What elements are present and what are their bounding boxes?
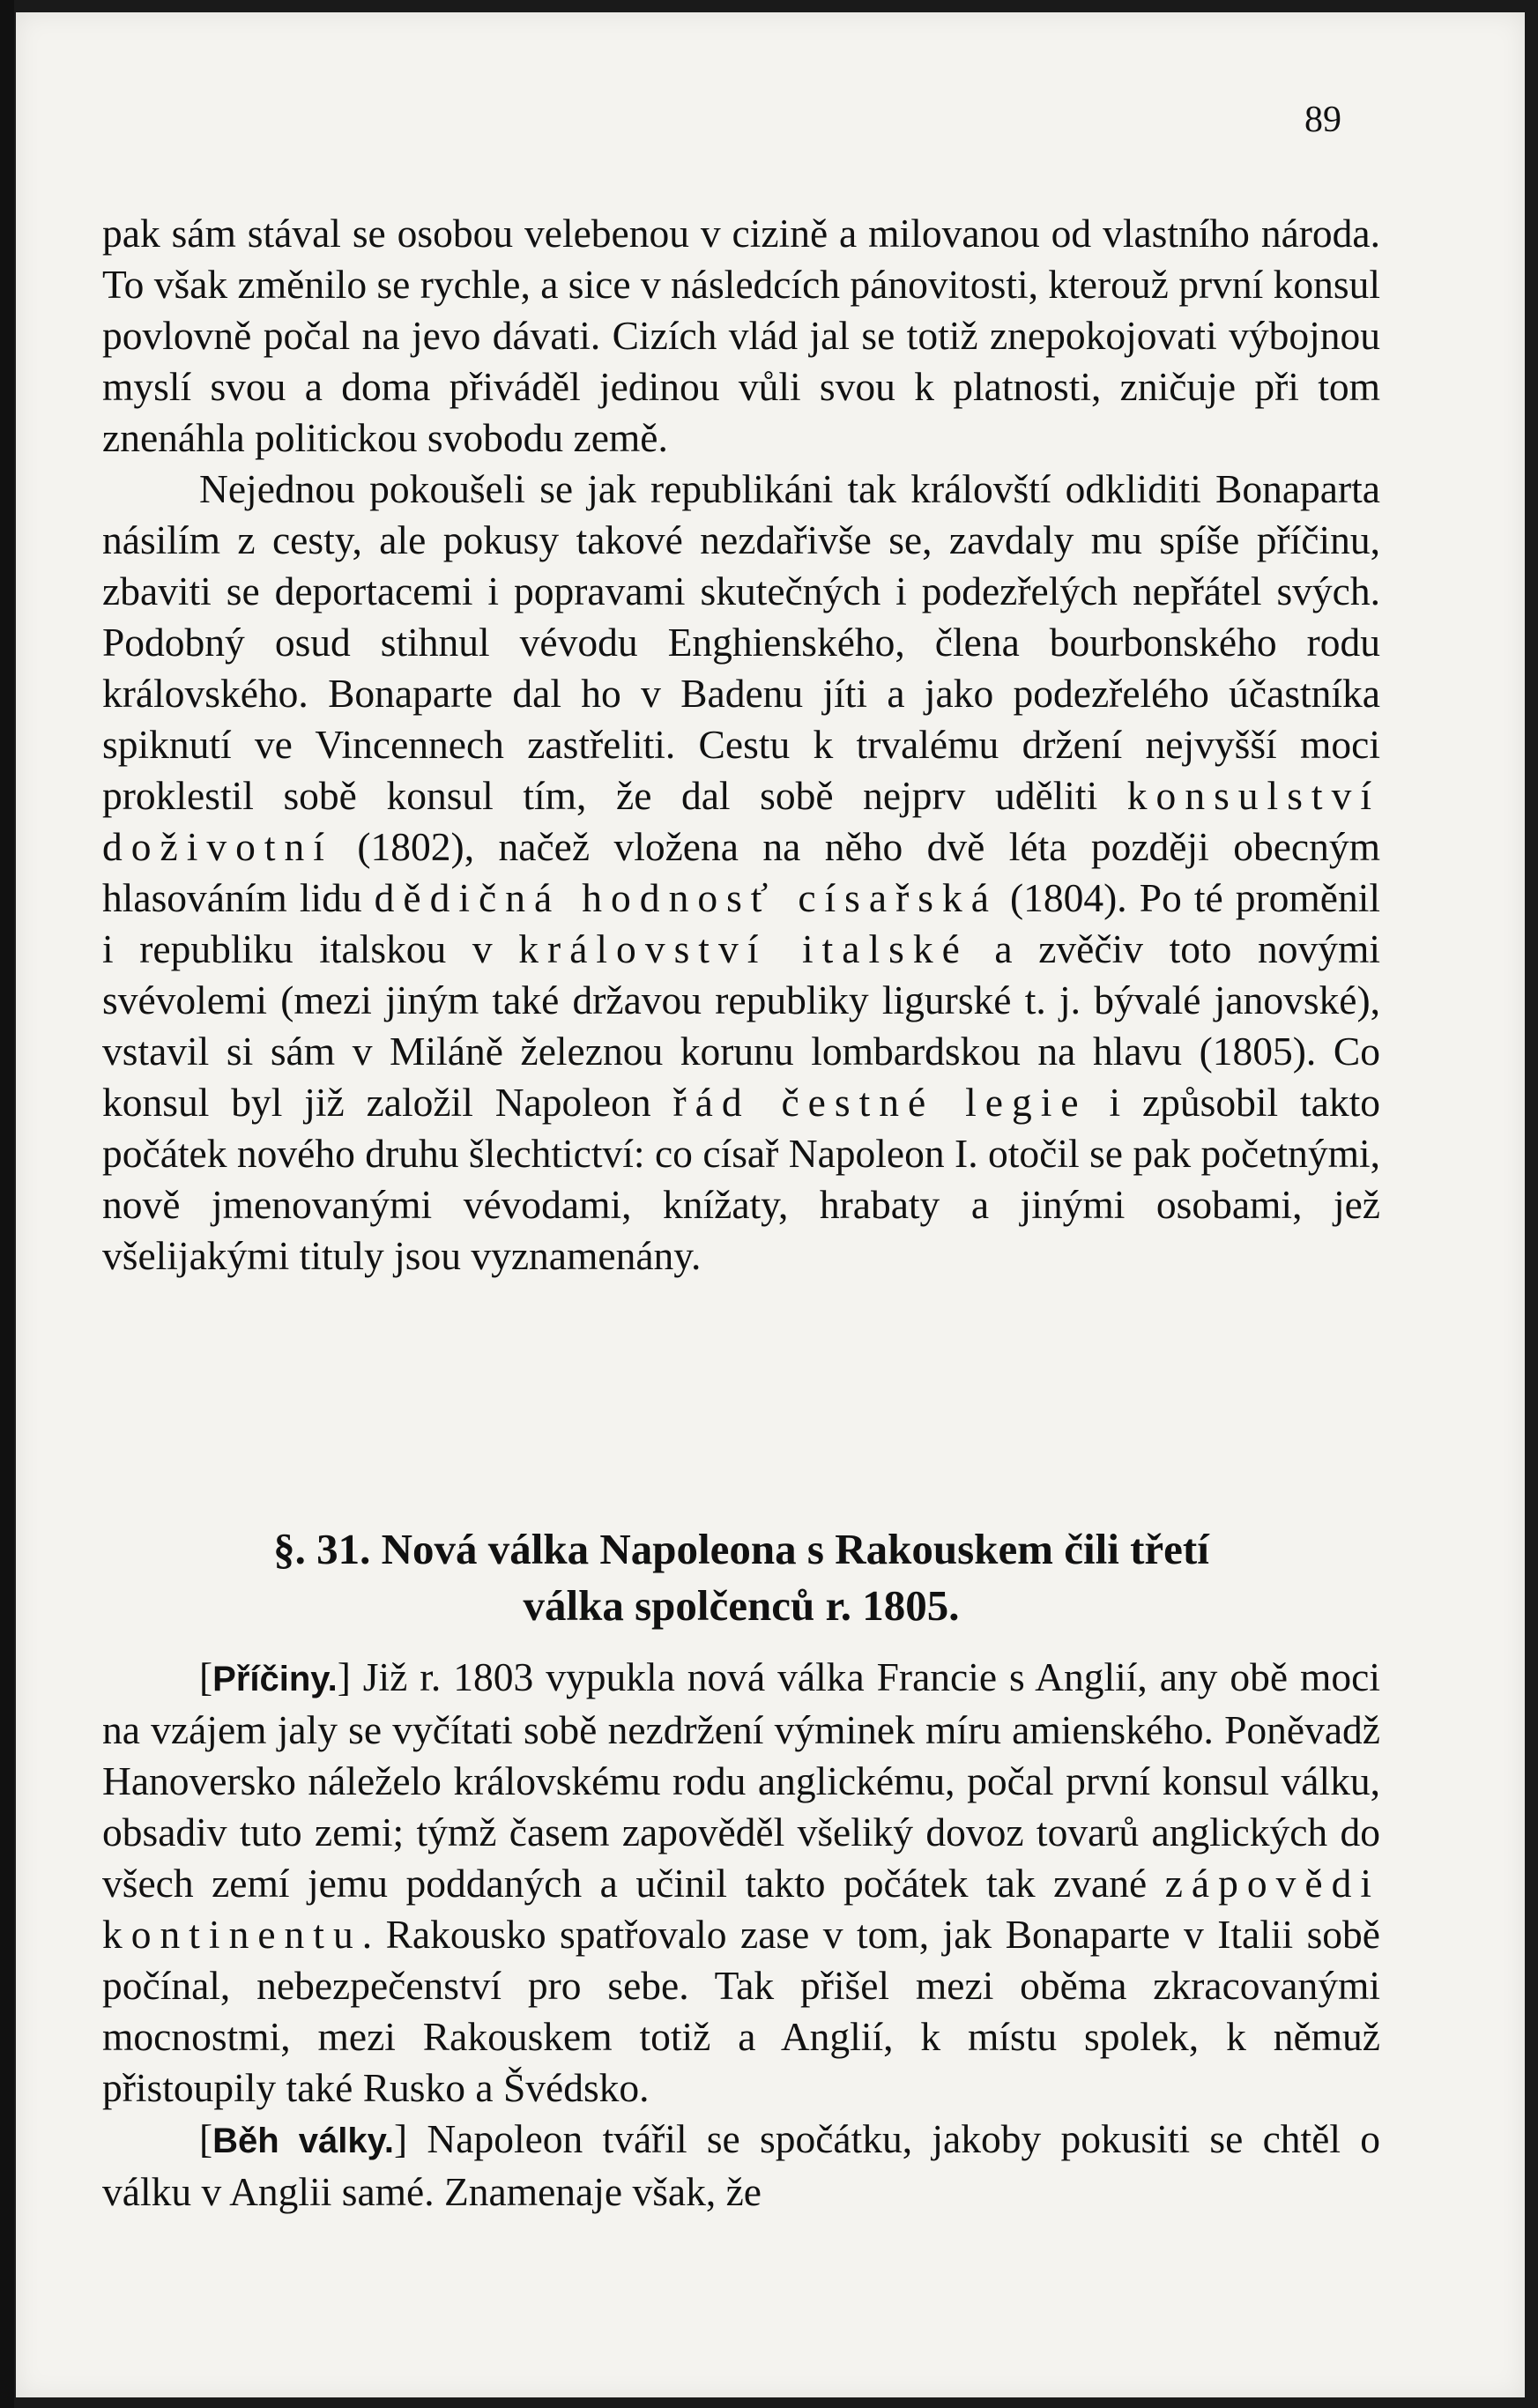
paragraph-3: [Příčiny.] Již r. 1803 vypukla nová válka Francie s Anglií, any obě moci na vzájem jaly se vyčítati sobě nezdržení výminek míru amienského. Poněvadž Hanoversko náleželo královskému rodu anglickému, počal první konsul válku, obsadiv tuto zemi; týmž časem zapověděl všeliký dovoz tovarů anglických do všech zemí jemu poddaných a učinil takto počátek tak zvané zápovědi kontinentu. Rakousko spatřovalo zase v tom, jak Bonaparte v Italii sobě počínal, nebezpečenství pro sebe. Tak přišel mezi oběma zkracovanými mocnostmi, mezi Rakouskem totiž a Anglií, k místu spolek, k němuž přistoupily také Rusko a Švédsko.	[102, 1654, 1380, 2110]
body-text-lower	[102, 1652, 1380, 2218]
book-page	[16, 12, 1525, 2397]
section-heading	[102, 1521, 1380, 1634]
paragraph-4: [Běh války.] Napoleon tvářil se spočátku, jakoby pokusiti se chtěl o válku v Anglii samé. Znamenaje však, že	[102, 2116, 1381, 2214]
section-heading-line-2: válka spolčenců r. 1805.	[523, 1581, 960, 1630]
section-heading-line-1: §. 31. Nová válka Napoleona s Rakouskem čili třetí	[273, 1525, 1209, 1573]
emphasis-text: dědičná hodnosť císařská	[374, 875, 998, 920]
marginal-tag: Příčiny.	[212, 1660, 338, 1698]
marginal-tag: Běh války.	[212, 2122, 394, 2160]
page-edge-shadow	[0, 0, 14, 2408]
emphasis-text: konsulství doživotní	[102, 773, 1380, 869]
emphasis-text: řád čestné legie	[672, 1080, 1088, 1125]
body-text-upper	[102, 208, 1380, 1282]
paragraph-2: Nejednou pokoušeli se jak republikáni tak královští odkliditi Bonaparta násilím z cesty, ale pokusy takové nezdařivše se, zavdaly mu spíše příčinu, zbaviti se deportacemi i popravami skutečných i podezřelých nepřátel svých. Podobný osud stihnul vévodu Enghienského, člena bourbonského rodu královského. Bonaparte dal ho v Badenu jíti a jako podezřelého účastníka spiknutí ve Vincennech zastřeliti. Cestu k trvalému držení nejvyšší moci proklestil sobě konsul tím, že dal sobě nejprv uděliti konsulství doživotní (1802), načež vložena na něho dvě léta později obecným hlasováním lidu dědičná hodnosť císařská (1804). Po té proměnil i republiku italskou v království italské a zvěčiv toto novými svévolemi (mezi jiným také državou republiky ligurské t. j. bývalé janovské), vstavil si sám v Miláně železnou korunu lombardskou na hlavu (1805). Co konsul byl již založil Napoleon řád čestné legie i způsobil takto počátek nového druhu šlechtictví: co císař Napoleon I. otočil se pak početnými, nově jmenovanými vévodami, knížaty, hrabaty a jinými osobami, jež všelijakými tituly jsou vyznamenány.	[102, 466, 1380, 1278]
emphasis-text: zápovědi kontinentu	[102, 1861, 1380, 1957]
page-number: 89	[1304, 100, 1341, 140]
paragraph-1: pak sám stával se osobou velebenou v cizině a milovanou od vlastního národa. To však změnilo se rychle, a sice v následcích pánovitosti, kterouž první konsul povlovně počal na jevo dávati. Cizích vlád jal se totiž znepokojovati výbojnou myslí svou a doma přiváděl jedinou vůli svou k platnosti, zničuje při tom znenáhla politickou svobodu země.	[102, 211, 1380, 460]
emphasis-text: království italské	[518, 926, 969, 971]
